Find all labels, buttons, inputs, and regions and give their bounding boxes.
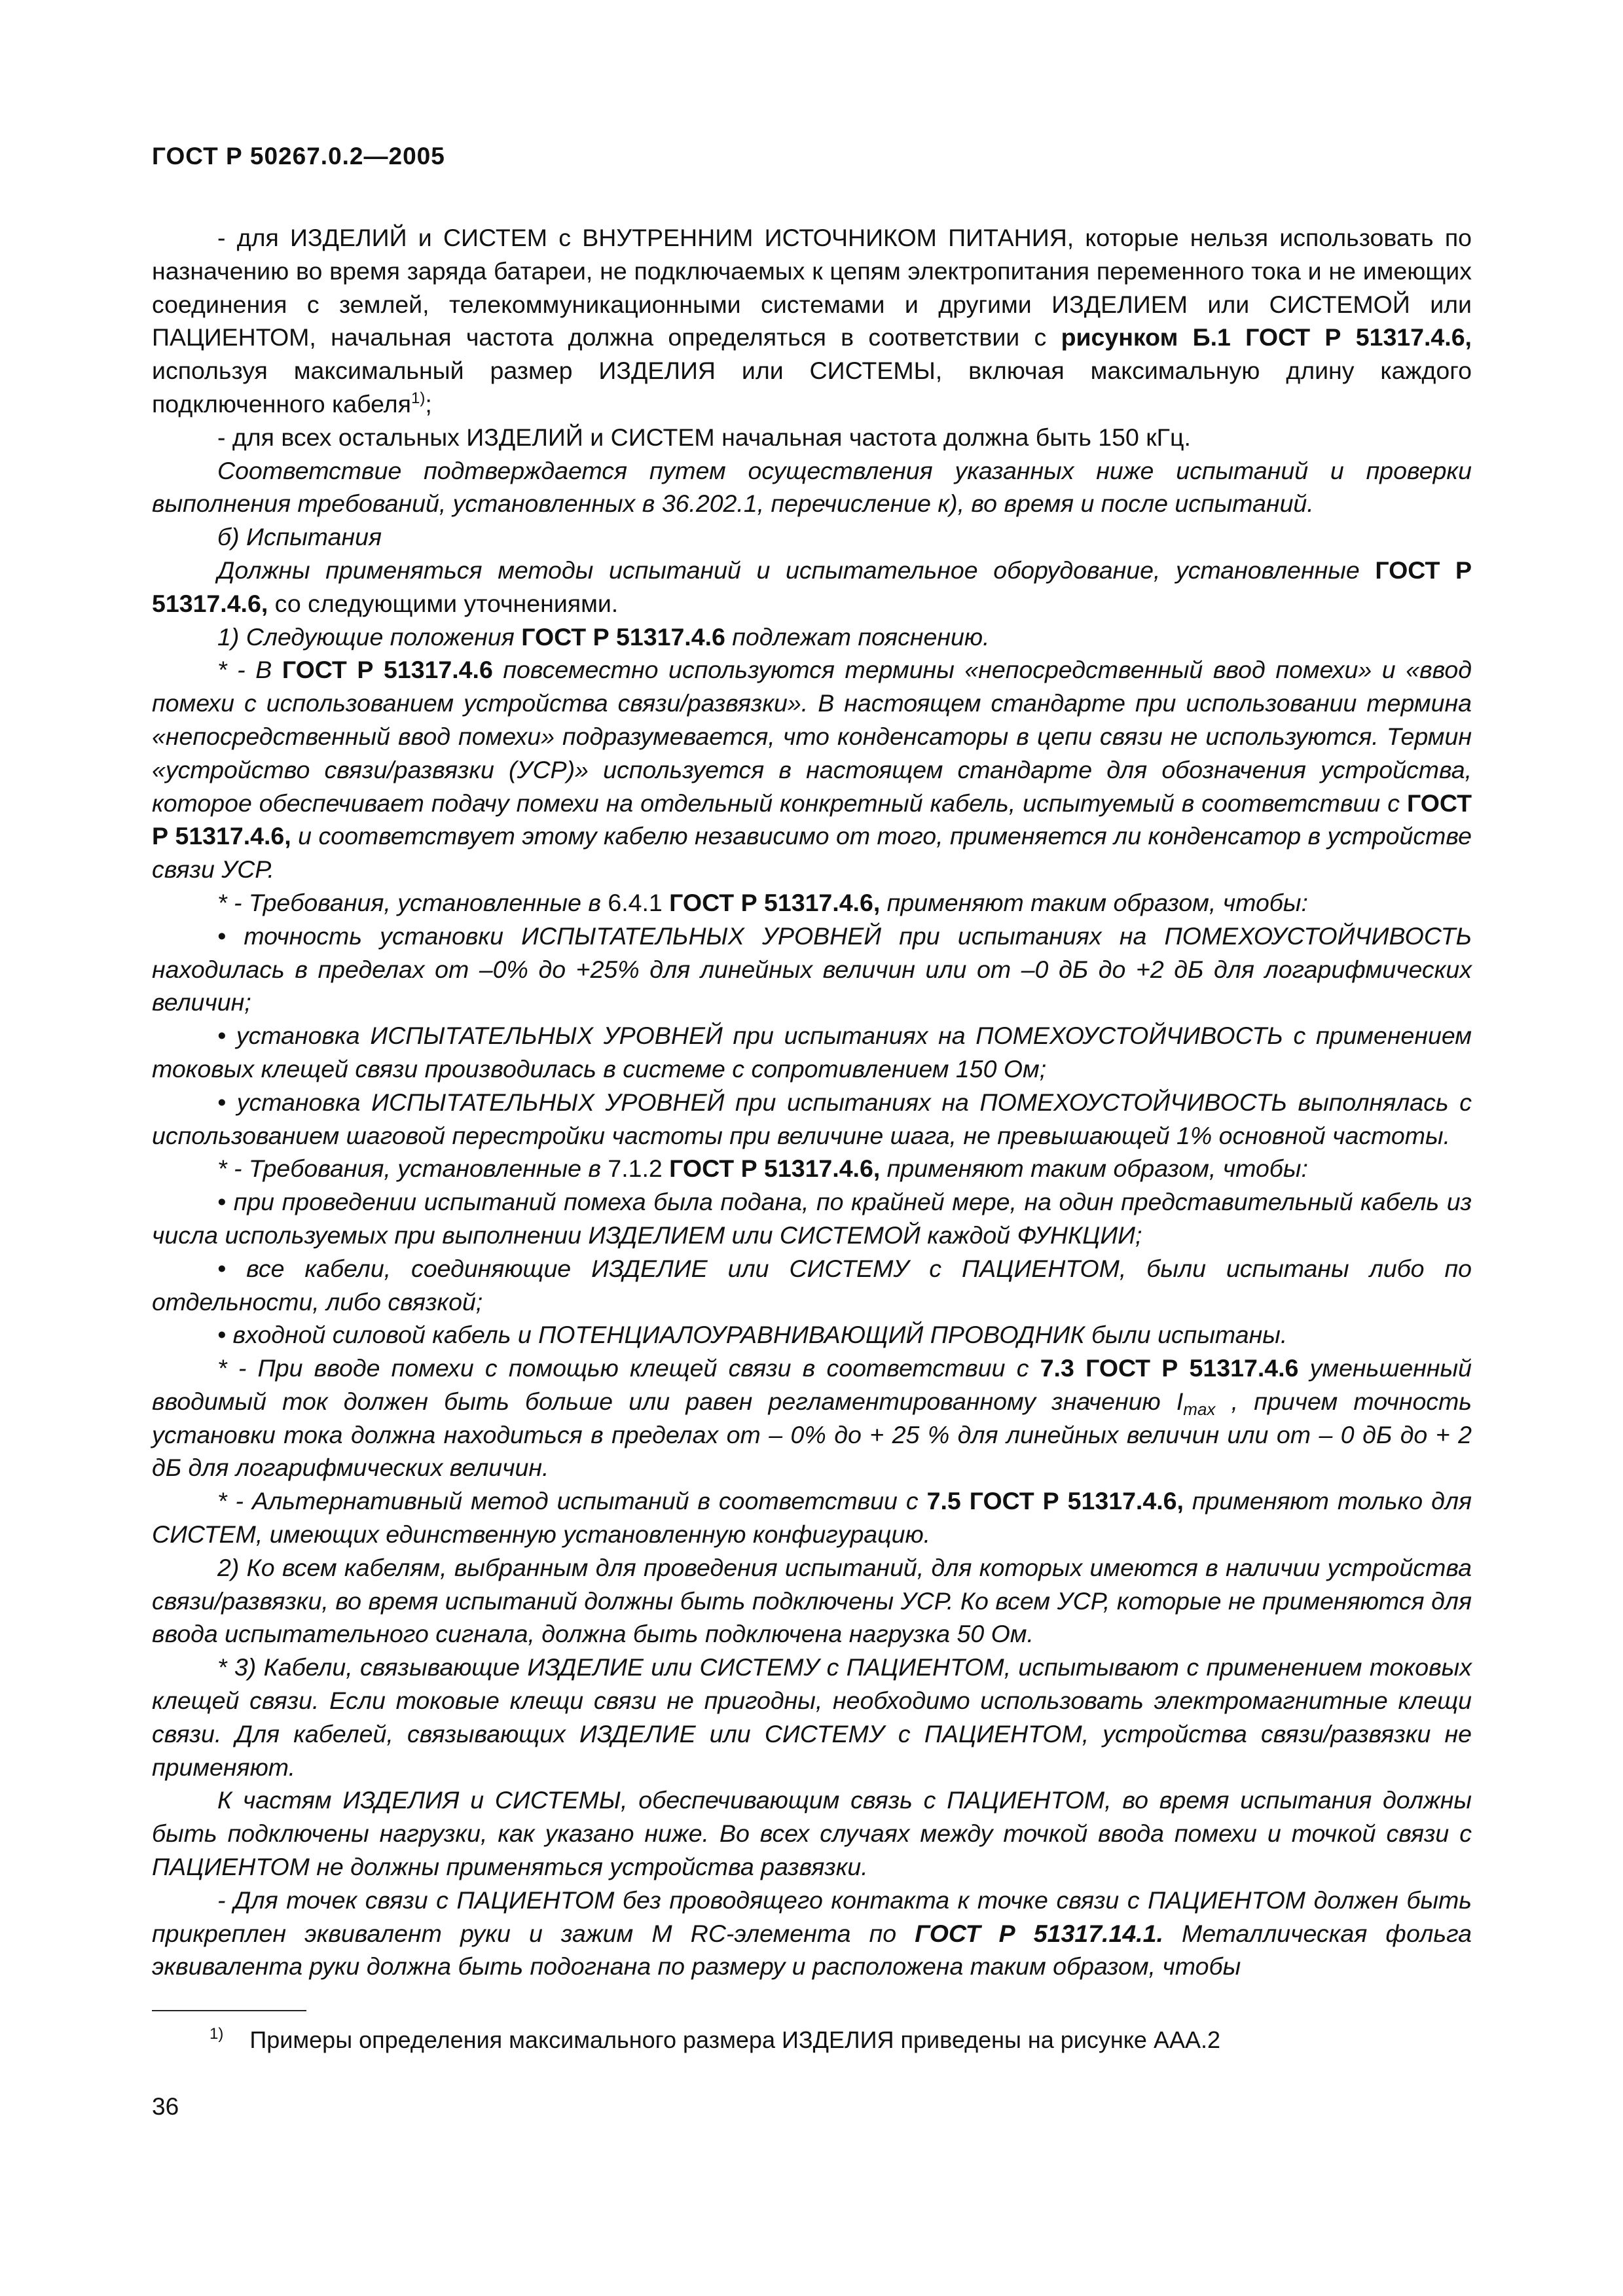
paragraph <box>152 454 1472 521</box>
paragraph <box>152 1185 1472 1252</box>
paragraph-text: • установка ИСПЫТАТЕЛЬНЫХ УРОВНЕЙ при испытаниях на ПОМЕХОУСТОЙЧИВОСТЬ выполнялась с использованием шаговой перестройки частоты при величине шага, не превышающей 1% основной частоты. <box>152 1088 1472 1149</box>
reference-text: ГОСТ Р 51317.14.1. <box>915 1919 1163 1947</box>
footnote-separator <box>152 2010 306 2011</box>
paragraph-text: • входной силовой кабель и ПОТЕНЦИАЛОУРАВНИВАЮЩИЙ ПРОВОДНИК были испытаны. <box>217 1321 1288 1349</box>
footnote-text: Примеры определения максимального размера ИЗДЕЛИЯ приведены на рисунке ААА.2 <box>249 2026 1220 2053</box>
reference-text: ГОСТ Р 51317.4.6, <box>152 789 1472 850</box>
paragraph <box>152 554 1472 620</box>
paragraph-text: применяют только для СИСТЕМ, имеющих единственную установленную конфигурацию. <box>152 1487 1472 1549</box>
paragraph-text <box>663 889 669 916</box>
paragraph-text: ; <box>425 389 432 418</box>
paragraph-text: • все кабели, соединяющие ИЗДЕЛИЕ или СИСТЕМУ с ПАЦИЕНТОМ, были испытаны либо по отдельности, либо связкой; <box>152 1254 1472 1316</box>
paragraph-text: - Для точек связи с ПАЦИЕНТОМ без проводящего контакта к точке связи с ПАЦИЕНТОМ должен быть прикреплен эквивалент руки и зажим М RC-элемента по <box>152 1886 1472 1947</box>
reference-text: 7.3 ГОСТ Р 51317.4.6 <box>1040 1354 1299 1382</box>
paragraph <box>152 1884 1472 1983</box>
paragraph <box>152 421 1472 454</box>
footnote-ref: 1) <box>410 389 426 407</box>
paragraph <box>152 1651 1472 1784</box>
paragraph <box>152 1086 1472 1153</box>
paragraph-text: б) Испытания <box>217 523 382 551</box>
paragraph-text: 7.1.2 <box>608 1155 663 1183</box>
paragraph-text: - для ИЗДЕЛИЙ и СИСТЕМ с ВНУТРЕННИМ ИСТОЧНИКОМ ПИТАНИЯ, которые нельзя использовать по назначению во время заряда батареи, не подключаемых к цепям электропитания переменного тока и не имеющих соединения с землей, телекоммуникационными системами и другими ИЗДЕЛИЕМ или СИСТЕМОЙ или ПАЦИЕНТОМ, начальная частота должна определяться в соответствии с <box>152 224 1472 351</box>
paragraph-text: - для всех остальных ИЗДЕЛИЙ и СИСТЕМ начальная частота должна быть 150 кГц. <box>217 423 1191 451</box>
paragraph-text: • установка ИСПЫТАТЕЛЬНЫХ УРОВНЕЙ при испытаниях на ПОМЕХОУСТОЙЧИВОСТЬ с применением токовых клещей связи производилась в системе с сопротивлением 150 Ом; <box>152 1022 1472 1083</box>
page-number: 36 <box>152 2093 179 2120</box>
paragraph-text: , причем точность установки тока должна находиться в пределах от – 0% до + 25 % для линейных величин или от – 0 дБ до + 2 дБ для логарифмических величин. <box>152 1387 1472 1482</box>
paragraph <box>152 1352 1472 1484</box>
paragraph <box>152 620 1472 654</box>
paragraph-text: * 3) Кабели, связывающие ИЗДЕЛИЕ или СИСТЕМУ с ПАЦИЕНТОМ, испытывают с применением токовых клещей связи. Если токовые клещи связи не пригодны, необходимо использовать электромагнитные клещи связи. Для кабелей, связывающих ИЗДЕЛИЕ или СИСТЕМУ с ПАЦИЕНТОМ, устройства связи/развязки не применяют. <box>152 1653 1472 1781</box>
paragraph-text: * - Требования, установленные в <box>217 1155 608 1183</box>
paragraph-text: и соответствует этому кабелю независимо от того, применяется ли конденсатор в устройстве связи УСР. <box>152 822 1472 884</box>
paragraph <box>152 920 1472 1019</box>
reference-text: ГОСТ Р 51317.4.6 <box>282 656 493 684</box>
paragraph <box>152 1252 1472 1319</box>
paragraph-text: * - Альтернативный метод испытаний в соответствии с <box>217 1487 927 1515</box>
paragraph-text: К частям ИЗДЕЛИЯ и СИСТЕМЫ, обеспечивающим связь с ПАЦИЕНТОМ, во время испытания должны быть подключены нагрузки, как указано ниже. Во всех случаях между точкой ввода помехи и точкой связи с ПАЦИЕНТОМ не должны применяться устройства развязки. <box>152 1786 1472 1881</box>
paragraph-text: Металлическая фольга эквивалента руки должна быть подогнана по размеру и расположена таким образом, чтобы <box>152 1919 1472 1981</box>
subscript-text: max <box>1183 1399 1216 1419</box>
body-text <box>152 221 1472 1983</box>
paragraph-text: • при проведении испытаний помеха была подана, по крайней мере, на один представительный кабель из числа используемых при выполнении ИЗДЕЛИЕМ или СИСТЕМОЙ каждой ФУНКЦИИ; <box>152 1188 1472 1249</box>
reference-text: рисунком Б.1 ГОСТ Р 51317.4.6, <box>1061 323 1472 351</box>
paragraph-text: • точность установки ИСПЫТАТЕЛЬНЫХ УРОВНЕЙ при испытаниях на ПОМЕХОУСТОЙЧИВОСТЬ находилась в пределах от –0% до +25% для линейных величин или от –0 дБ до +2 дБ для логарифмических величин; <box>152 922 1472 1016</box>
paragraph-text: повсеместно используются термины «непосредственный ввод помехи» и «ввод помехи с использованием устройства связи/развязки». В настоящем стандарте при использовании термина «непосредственный ввод помехи» подразумевается, что конденсаторы в цепи связи не используются. Термин «устройство связи/развязки (УСР)» используется в настоящем стандарте для обозначения устройства, которое обеспечивает подачу помехи на отдельный конкретный кабель, испытуемый в соответствии с <box>152 656 1472 817</box>
paragraph <box>152 1019 1472 1086</box>
paragraph-text: используя максимальный размер ИЗДЕЛИЯ или СИСТЕМЫ, включая максимальную длину каждого подключенного кабеля <box>152 357 1472 418</box>
paragraph <box>152 886 1472 920</box>
paragraph-text: применяют таким образом, чтобы: <box>880 888 1308 916</box>
paragraph-text: Соответствие подтверждается путем осуществления указанных ниже испытаний и проверки выполнения требований, установленных в 36.202.1, перечисление к), во время и после испытаний. <box>152 456 1472 518</box>
paragraph-text: Должны применяться методы испытаний и испытательное оборудование, установленные <box>217 556 1376 584</box>
reference-text: 7.5 ГОСТ Р 51317.4.6, <box>926 1487 1184 1515</box>
paragraph-text: 6.4.1 <box>608 888 663 916</box>
footnote <box>210 2026 1453 2054</box>
paragraph <box>152 1318 1472 1352</box>
paragraph-text <box>663 1155 669 1182</box>
paragraph-text: 1) Следующие положения <box>217 622 522 651</box>
paragraph-text: со следующими уточнениями. <box>268 589 619 617</box>
paragraph <box>152 1484 1472 1551</box>
paragraph <box>152 1784 1472 1883</box>
paragraph-text: подлежат пояснению. <box>725 622 990 651</box>
paragraph <box>152 221 1472 421</box>
paragraph <box>152 1152 1472 1185</box>
paragraph <box>152 1551 1472 1651</box>
reference-text: ГОСТ Р 51317.4.6 <box>521 622 725 651</box>
reference-text: ГОСТ Р 51317.4.6, <box>669 1155 881 1183</box>
reference-text: ГОСТ Р 51317.4.6, <box>669 888 881 916</box>
paragraph-text: * - В <box>217 656 282 684</box>
standard-header: ГОСТ Р 50267.0.2—2005 <box>152 143 445 170</box>
paragraph-text: 2) Ко всем кабелям, выбранным для проведения испытаний, для которых имеются в наличии устройства связи/развязки, во время испытаний должны быть подключены УСР. Ко всем УСР, которые не применяются для ввода испытательного сигнала, должна быть подключена нагрузка 50 Ом. <box>152 1553 1472 1648</box>
paragraph <box>152 653 1472 886</box>
footnote-marker: 1) <box>210 2025 224 2043</box>
reference-text: ГОСТ Р 51317.4.6, <box>152 556 1472 617</box>
paragraph-text: * - При вводе помехи с помощью клещей связи в соответствии с <box>217 1354 1040 1382</box>
paragraph-text: * - Требования, установленные в <box>217 888 608 916</box>
paragraph <box>152 520 1472 554</box>
paragraph-text: уменьшенный вводимый ток должен быть больше или равен регламентированному значению I <box>152 1354 1472 1415</box>
paragraph-text: применяют таким образом, чтобы: <box>880 1155 1308 1183</box>
